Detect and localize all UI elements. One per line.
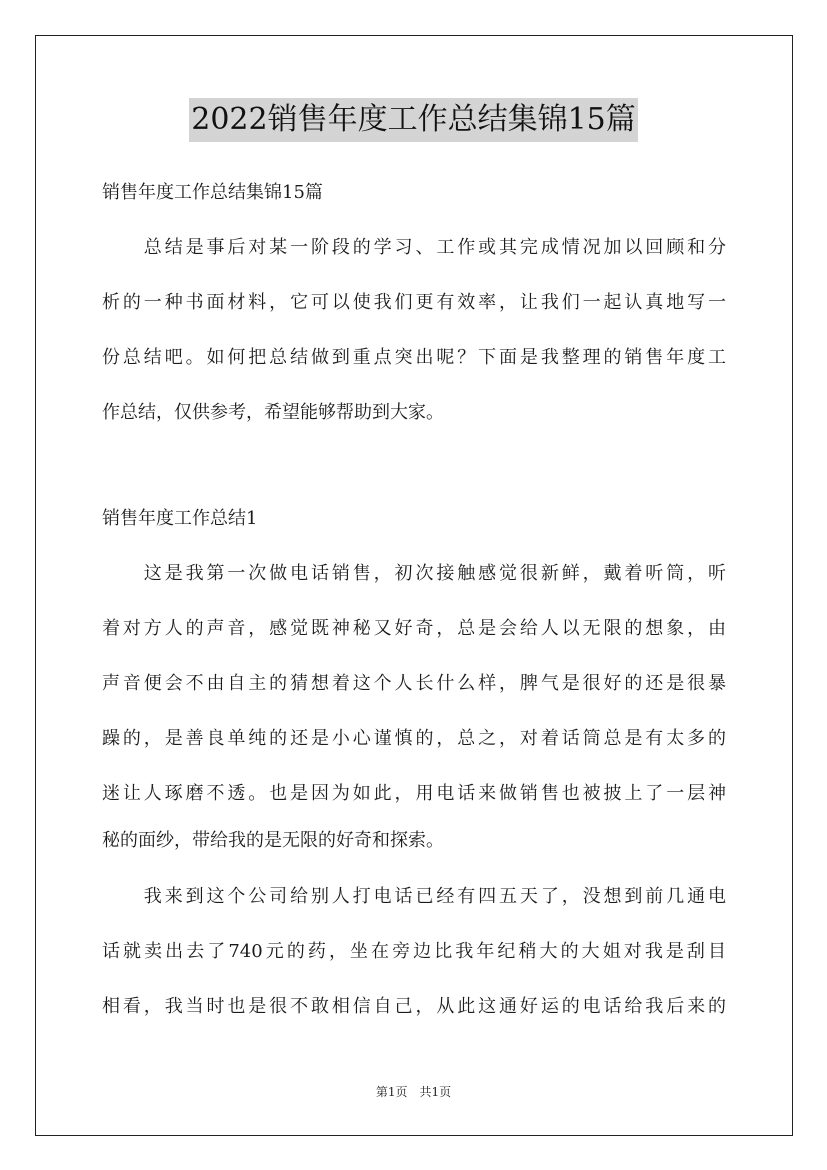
paragraph-line: 这是我第一次做电话销售，初次接触感觉很新鲜，戴着听筒，听 <box>102 563 726 584</box>
document-title: 2022销售年度工作总结集锦15篇 <box>189 98 638 142</box>
document-subtitle: 销售年度工作总结集锦15篇 <box>102 182 323 203</box>
paragraph-line: 话就卖出去了740元的药，坐在旁边比我年纪稍大的大姐对我是刮目 <box>102 941 726 962</box>
page-footer: 第1页 共1页 <box>375 1085 452 1099</box>
paragraph-line: 我来到这个公司给别人打电话已经有四五天了，没想到前几通电 <box>102 886 726 907</box>
paragraph-line: 相看，我当时也是很不敢相信自己，从此这通好运的电话给我后来的 <box>102 996 726 1017</box>
paragraph-line: 声音便会不由自主的猜想着这个人长什么样，脾气是很好的还是很暴 <box>102 673 726 694</box>
paragraph-line: 躁的，是善良单纯的还是小心谨慎的，总之，对着话筒总是有太多的 <box>102 728 726 749</box>
intro-line: 总结是事后对某一阶段的学习、工作或其完成情况加以回顾和分 <box>102 237 726 258</box>
intro-line: 作总结，仅供参考，希望能够帮助到大家。 <box>102 402 444 423</box>
paragraph-line: 迷让人琢磨不透。也是因为如此，用电话来做销售也被披上了一层神 <box>102 783 726 804</box>
title-container <box>0 98 827 142</box>
intro-line: 份总结吧。如何把总结做到重点突出呢？下面是我整理的销售年度工 <box>102 347 726 368</box>
intro-line: 析的一种书面材料，它可以使我们更有效率，让我们一起认真地写一 <box>102 292 726 313</box>
section-heading: 销售年度工作总结1 <box>102 508 258 529</box>
paragraph-line: 秘的面纱，带给我的是无限的好奇和探索。 <box>102 830 444 851</box>
paragraph-line: 着对方人的声音，感觉既神秘又好奇，总是会给人以无限的想象，由 <box>102 618 726 639</box>
